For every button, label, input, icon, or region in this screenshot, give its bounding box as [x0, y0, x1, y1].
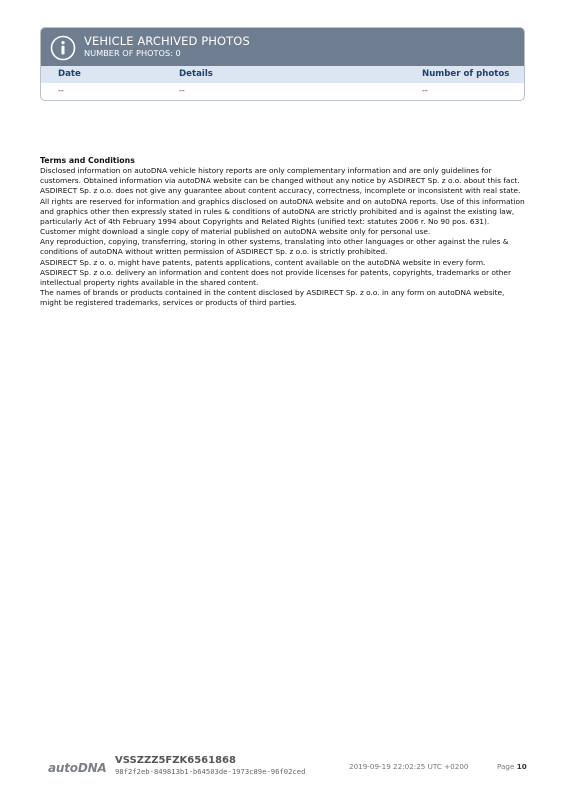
vin-number: VSSZZZ5FZK6561868	[115, 755, 236, 766]
terms-paragraph: The names of brands or products contained in the content disclosed by ASDIRECT Sp. z o.o. in any form on autoDNA website, might be registered trademarks, services or products of third parties.	[40, 288, 505, 308]
terms-and-conditions	[40, 156, 528, 308]
column-details: Details	[179, 69, 213, 79]
report-timestamp: 2019-09-19 22:02:25 UTC +0200	[349, 762, 469, 771]
photo-count: NUMBER OF PHOTOS: 0	[84, 48, 181, 58]
page-footer	[0, 750, 566, 790]
terms-title: Terms and Conditions	[40, 156, 135, 165]
cell-details: --	[179, 86, 185, 95]
terms-paragraph: ASDIRECT Sp. z o. o. might have patents, patents applications, content available on the autoDNA website in every form.	[40, 257, 486, 267]
cell-date: --	[58, 86, 64, 95]
page-number: 10	[516, 762, 527, 771]
terms-paragraph: All rights are reserved for information and graphics disclosed on autoDNA website and on autoDNA reports. Use of this information and graphics other then expressly stated in rules & conditions of autoDNA are strictly prohibited and is against the existing law, particularly Act of 4th February 1994 about Copyrights and Related Rights (unified text: statutes 2006 r. No 90 pos. 631).	[40, 196, 525, 226]
cell-number-of-photos: --	[422, 86, 428, 95]
report-hash: 98f2f2eb-849813b1-b64503de-1973c89e-96f02ced	[115, 767, 306, 776]
archived-photos-section	[40, 27, 525, 101]
column-date: Date	[58, 69, 81, 79]
autodna-logo: autoDNA	[48, 761, 107, 775]
section-header	[41, 28, 524, 66]
page-label: Page	[497, 762, 515, 771]
section-title: VEHICLE ARCHIVED PHOTOS	[84, 34, 250, 48]
terms-paragraph: Disclosed information on autoDNA vehicle history reports are only complementary information and are only guidelines for customers. Obtained information via autoDNA website can be changed without any notice by ASDIRECT Sp. z o.o. about this fact.	[40, 166, 520, 186]
table-header	[41, 66, 524, 83]
terms-paragraph: ASDIRECT Sp. z o.o. does not give any guarantee about content accuracy, correctness, incomplete or inconsistent with real state.	[40, 186, 521, 196]
terms-paragraph: Any reproduction, copying, transferring, storing in other systems, translating into other languages or other against the rules & conditions of autoDNA without written permission of ASDIRECT Sp. z o.o. is strictly prohibited.	[40, 237, 509, 257]
column-number-of-photos: Number of photos	[422, 69, 510, 79]
page-indicator	[497, 762, 527, 771]
table-row	[41, 83, 524, 100]
terms-paragraph: ASDIRECT Sp. z o.o. delivery an information and content does not provide licenses for patents, copyrights, trademarks or other intellectual property rights available in the shared content.	[40, 267, 512, 287]
info-icon	[50, 35, 76, 61]
terms-paragraph: Customer might download a single copy of material published on autoDNA website only for personal use.	[40, 227, 431, 237]
